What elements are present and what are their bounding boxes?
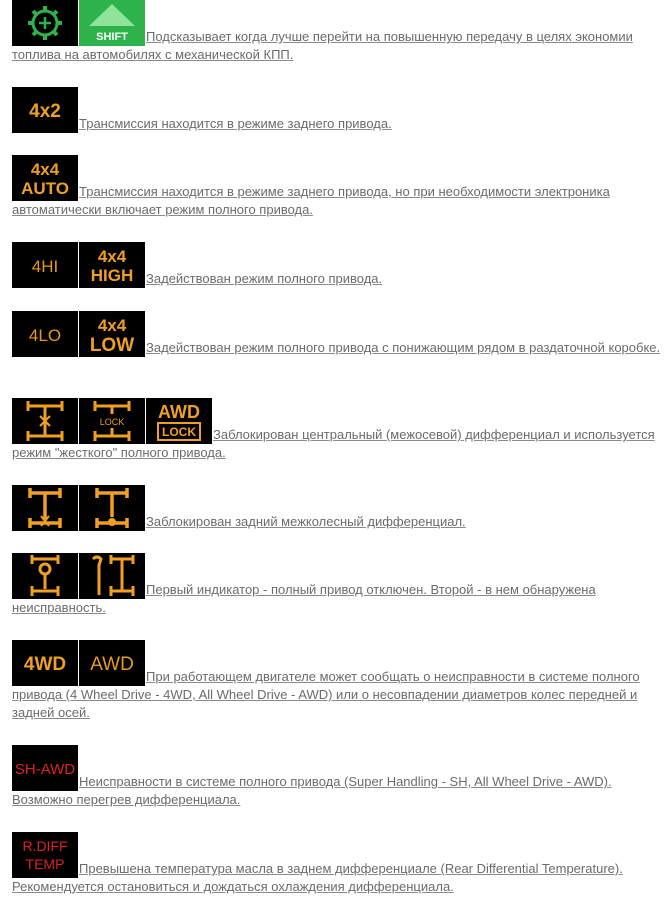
indicator-description: Задействован режим полного привода.: [146, 271, 383, 286]
4hi-icon: [12, 242, 78, 288]
indicator-entry-4hi: [12, 242, 667, 288]
indicator-entry-center-diff-lock: [12, 398, 667, 462]
rear-diff-lock-alt-icon: [79, 485, 145, 531]
shift-up-icon: [79, 0, 145, 46]
svg-text:R.DIFF: R.DIFF: [22, 838, 68, 854]
svg-text:SH-AWD: SH-AWD: [14, 761, 76, 778]
svg-text:TEMP: TEMP: [25, 856, 65, 872]
gear-arrow-icon: [12, 0, 78, 46]
indicator-description: Неисправности в системе полного привода (Super Handling - SH, All Wheel Drive - AWD). Возможно перегрев дифференциала.: [12, 774, 612, 807]
awd-off-icon: [12, 553, 78, 599]
indicator-description: Трансмиссия находится в режиме заднего привода.: [79, 116, 392, 131]
indicator-description: Задействован режим полного привода с понижающим рядом в раздаточной коробке.: [146, 340, 661, 355]
svg-text:HIGH: HIGH: [90, 266, 134, 285]
svg-text:AWD: AWD: [90, 654, 134, 675]
awd-fault-icon: [79, 553, 145, 599]
indicator-entry-rear-diff-lock: [12, 485, 667, 531]
indicator-description: При работающем двигателе может сообщать о неисправности в системе полного привода (4 Wheel Drive - 4WD, All Wheel Drive - AWD) или о несовпадении диаметров колес передней и задней осей.: [12, 669, 640, 720]
svg-text:4LO: 4LO: [28, 326, 62, 345]
svg-text:LOCK: LOCK: [162, 425, 196, 439]
indicator-entry-awd-status: [12, 553, 667, 617]
indicator-description: Заблокирован задний межколесный дифференциал.: [146, 514, 466, 529]
indicator-description: Превышена температура масла в заднем дифференциале (Rear Differential Temperature). Рекомендуется остановиться и дождаться охлаждения дифференциала.: [12, 861, 623, 894]
indicator-description: Заблокирован центральный (межосевой) дифференциал и используется режим "жесткого" полного привода.: [12, 427, 655, 460]
4x4-high-icon: [79, 242, 145, 288]
svg-text:4x4: 4x4: [97, 316, 127, 335]
indicator-entry-shift: [12, 0, 667, 64]
4x4-low-icon: [79, 311, 145, 357]
indicator-entry-rear-diff-temp: [12, 832, 667, 896]
indicator-description: Трансмиссия находится в режиме заднего привода, но при необходимости электроника автоматически включает режим полного привода.: [12, 184, 610, 217]
indicator-entry-4x2: [12, 87, 667, 133]
indicator-entry-4x4-auto: [12, 155, 667, 219]
svg-text:4x4: 4x4: [30, 160, 60, 179]
svg-text:AUTO: AUTO: [21, 179, 69, 198]
4x4-auto-icon: [12, 155, 78, 201]
svg-text:SHIFT: SHIFT: [96, 31, 128, 43]
indicator-entry-4lo: [12, 311, 667, 357]
svg-text:4WD: 4WD: [23, 654, 67, 675]
svg-text:4HI: 4HI: [31, 257, 59, 276]
indicator-description: Первый индикатор - полный привод отключен. Второй - в нем обнаружена неисправность.: [12, 582, 596, 615]
awd-lock-icon: [146, 398, 212, 444]
4x2-icon: [12, 87, 78, 133]
awd-icon: [79, 640, 145, 686]
rear-diff-lock-icon: [12, 485, 78, 531]
sh-awd-icon: [12, 745, 78, 791]
svg-text:LOW: LOW: [89, 335, 135, 356]
4wd-icon: [12, 640, 78, 686]
svg-text:LOCK: LOCK: [99, 417, 125, 427]
svg-text:4x4: 4x4: [97, 247, 127, 266]
indicator-entry-4wd-awd: [12, 640, 667, 722]
4lo-icon: [12, 311, 78, 357]
svg-text:4x2: 4x2: [29, 101, 61, 122]
indicator-entry-sh-awd: [12, 745, 667, 809]
center-diff-lock-text-icon: [79, 398, 145, 444]
center-diff-lock-icon: [12, 398, 78, 444]
svg-text:AWD: AWD: [158, 402, 200, 422]
indicator-description: Подсказывает когда лучше перейти на повышенную передачу в целях экономии топлива на автомобилях с механической КПП.: [12, 29, 633, 62]
rear-diff-temp-icon: [12, 832, 78, 878]
